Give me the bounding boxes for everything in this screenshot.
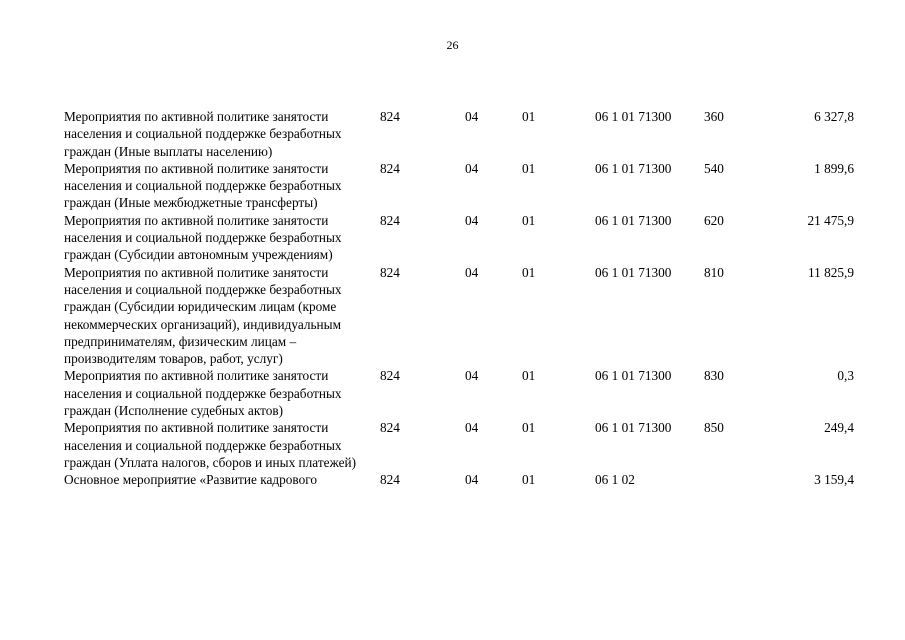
cell-name: Мероприятия по активной политике занятости населения и социальной поддержке безработных граждан (Субсидии юридическим лицам (кроме некоммерческих организаций), индивидуальным предпринимателям, физическим лицам – производителям товаров, работ, услуг) <box>64 264 342 367</box>
cell-amount: 249,4 <box>824 420 854 436</box>
cell-amount: 0,3 <box>837 368 854 384</box>
table-row <box>64 367 858 419</box>
cell-target-code: 06 1 01 71300 <box>595 212 672 228</box>
cell-section: 04 <box>465 420 479 436</box>
cell-amount: 11 825,9 <box>807 264 854 280</box>
cell-amount: 21 475,9 <box>807 212 854 228</box>
cell-name: Мероприятия по активной политике занятости населения и социальной поддержке безработных граждан (Исполнение судебных актов) <box>64 368 342 419</box>
cell-section: 04 <box>465 212 479 228</box>
cell-amount: 1 899,6 <box>814 160 854 176</box>
cell-subsection: 01 <box>522 109 536 124</box>
table-row <box>64 264 858 368</box>
table-row <box>64 212 858 264</box>
cell-grbs: 824 <box>380 109 400 124</box>
cell-subsection: 01 <box>522 212 536 228</box>
cell-target-code: 06 1 01 71300 <box>595 160 672 176</box>
cell-expense-type: 850 <box>704 420 724 436</box>
cell-grbs: 824 <box>380 420 400 436</box>
cell-expense-type: 830 <box>704 368 724 384</box>
cell-amount: 6 327,8 <box>814 109 854 124</box>
table-row <box>64 160 858 212</box>
table-row <box>64 108 858 160</box>
cell-grbs: 824 <box>380 212 400 228</box>
budget-table-body <box>64 108 858 489</box>
cell-expense-type <box>704 471 754 488</box>
cell-grbs: 824 <box>380 264 400 280</box>
budget-table <box>64 108 858 489</box>
cell-target-code: 06 1 01 71300 <box>595 109 672 124</box>
cell-subsection: 01 <box>522 160 536 176</box>
cell-name: Мероприятия по активной политике занятости населения и социальной поддержке безработных граждан (Уплата налогов, сборов и иных платежей) <box>64 420 357 470</box>
cell-target-code: 06 1 02 <box>595 472 635 488</box>
cell-expense-type: 810 <box>704 264 724 280</box>
cell-name: Мероприятия по активной политике занятости населения и социальной поддержке безработных граждан (Субсидии автономным учреждениям) <box>64 212 342 263</box>
cell-grbs: 824 <box>380 472 400 488</box>
cell-grbs: 824 <box>380 368 400 384</box>
cell-section: 04 <box>465 264 479 280</box>
cell-amount: 3 159,4 <box>814 472 854 488</box>
table-row <box>64 419 858 471</box>
cell-expense-type: 620 <box>704 212 724 228</box>
cell-grbs: 824 <box>380 160 400 176</box>
cell-section: 04 <box>465 160 479 176</box>
cell-expense-type: 540 <box>704 160 724 176</box>
cell-target-code: 06 1 01 71300 <box>595 368 672 384</box>
cell-expense-type: 360 <box>704 109 724 124</box>
cell-subsection: 01 <box>522 420 536 436</box>
cell-section: 04 <box>465 368 479 384</box>
cell-section: 04 <box>465 472 479 488</box>
cell-target-code: 06 1 01 71300 <box>595 264 672 280</box>
cell-target-code: 06 1 01 71300 <box>595 420 672 436</box>
page-number: 26 <box>446 38 459 52</box>
cell-subsection: 01 <box>522 368 536 384</box>
table-row <box>64 471 858 488</box>
cell-subsection: 01 <box>522 264 536 280</box>
cell-name: Основное мероприятие «Развитие кадрового <box>64 472 318 488</box>
cell-name: Мероприятия по активной политике занятости населения и социальной поддержке безработных граждан (Иные межбюджетные трансферты) <box>64 160 342 211</box>
cell-subsection: 01 <box>522 472 536 488</box>
cell-name: Мероприятия по активной политике занятости населения и социальной поддержке безработных граждан (Иные выплаты населению) <box>64 109 342 159</box>
cell-section: 04 <box>465 109 479 124</box>
